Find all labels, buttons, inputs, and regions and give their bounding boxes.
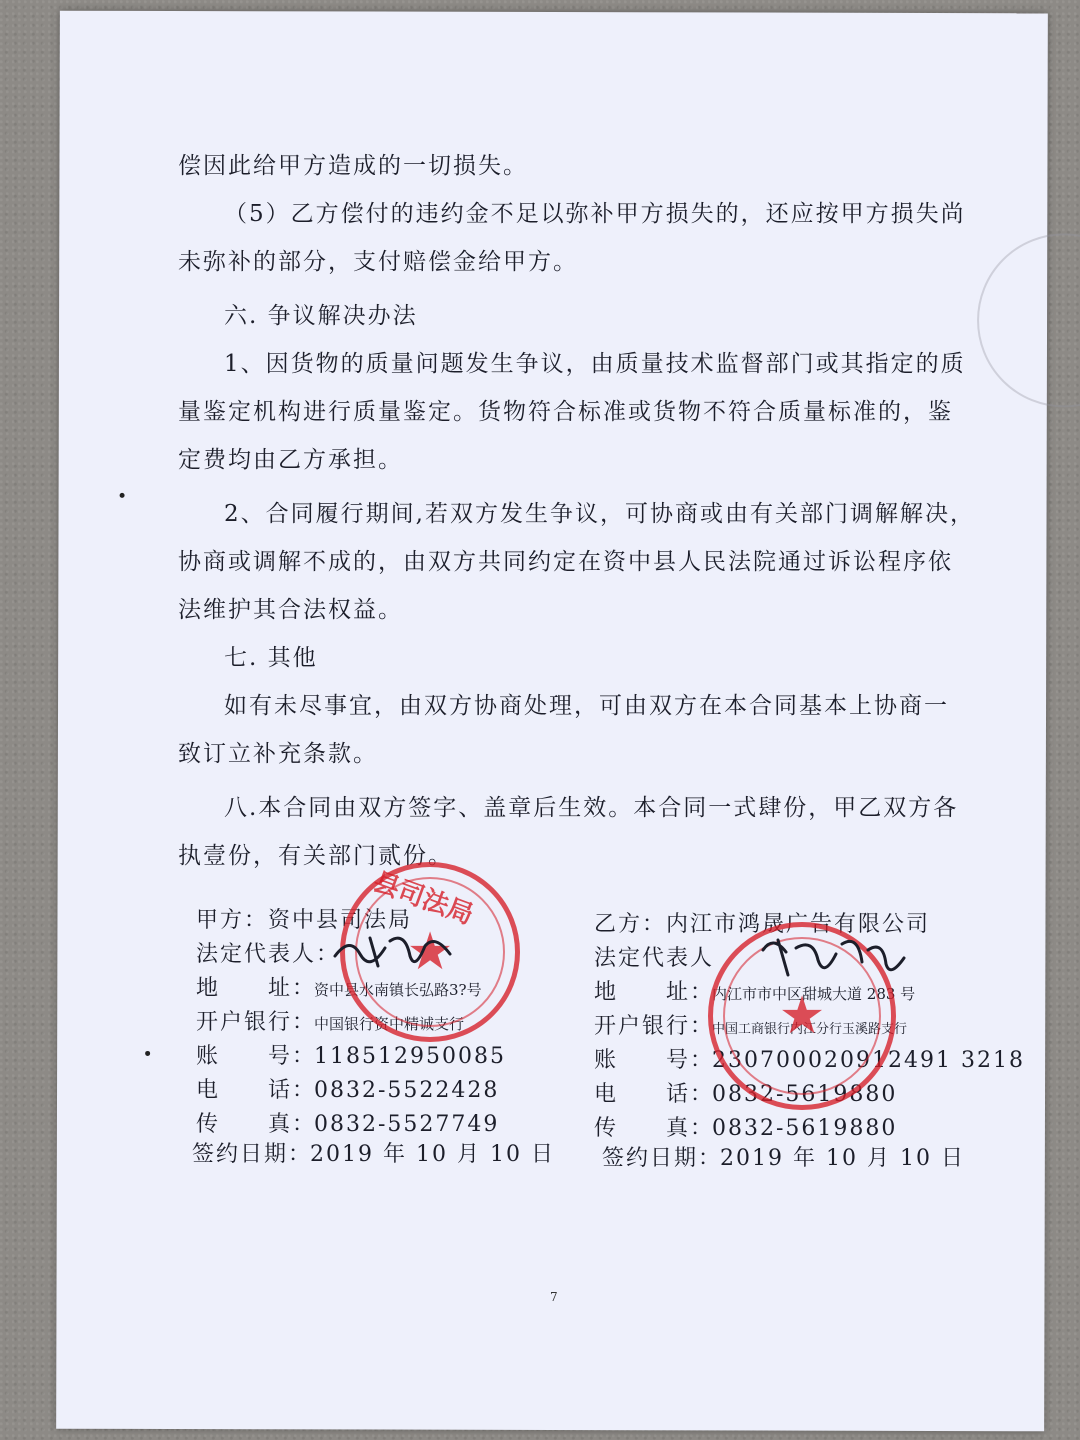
- party-b-signature: [758, 930, 908, 985]
- contract-body: [178, 142, 975, 880]
- party-b-account: 230700020912491 3218: [712, 1048, 1025, 1073]
- party-a-seal-lettering: 县司法局: [369, 866, 478, 931]
- clause-line: 偿因此给甲方造成的一切损失。: [178, 153, 528, 179]
- clause-line: 八.本合同由双方签字、盖章后生效。本合同一式肆份，甲乙双方各: [224, 795, 959, 821]
- party-b-fax: 0832-5619880: [712, 1116, 898, 1141]
- party-a-date-row: [192, 1138, 555, 1172]
- party-a-name: 资中县司法局: [268, 908, 413, 933]
- address-label: 地 址：: [196, 976, 317, 1001]
- fax-label: 传 真：: [594, 1116, 715, 1141]
- party-a-signature: [330, 922, 460, 982]
- party-b-tel: 0832-5619880: [712, 1082, 898, 1107]
- fax-label: 传 真：: [196, 1112, 317, 1137]
- party-a-account: 118512950085: [314, 1044, 506, 1069]
- clause-line: 1、因货物的质量问题发生争议，由质量技术监督部门或其指定的质: [224, 351, 966, 377]
- clause-line: 如有未尽事宜，由双方协商处理，可由双方在本合同基本上协商一: [224, 693, 949, 719]
- clause-line: 法维护其合法权益。: [178, 597, 403, 623]
- party-a-account-row: [196, 1040, 506, 1074]
- clause-line: 执壹份，有关部门贰份。: [178, 843, 453, 869]
- paper-speck: [120, 493, 125, 498]
- account-label: 账 号：: [594, 1048, 715, 1073]
- bank-label: 开户银行：: [196, 1010, 317, 1035]
- party-a-bank: 中国银行资中精诚支行: [314, 1015, 465, 1033]
- background-stamp-mark: [977, 233, 1080, 407]
- party-b-label: 乙方：: [594, 912, 667, 937]
- account-label: 账 号：: [196, 1044, 317, 1069]
- party-b-fax-row: [594, 1112, 897, 1146]
- party-b-address: 内江市市中区甜城大道 283 号: [712, 985, 916, 1003]
- seal-star-icon: ★: [778, 986, 826, 1046]
- section-heading: 六. 争议解决办法: [224, 303, 418, 329]
- clause-line: 未弥补的部分，支付赔偿金给甲方。: [178, 249, 578, 275]
- party-a-rep-label: 法定代表人：: [196, 942, 341, 967]
- party-b-date-row: [602, 1142, 965, 1176]
- tel-label: 电 话：: [196, 1078, 317, 1103]
- party-a-rep-row: [196, 938, 340, 972]
- clause-line: 定费均由乙方承担。: [178, 447, 403, 473]
- paper-speck: [145, 1051, 150, 1056]
- date-label: 签约日期：: [192, 1142, 313, 1167]
- party-a-tel: 0832-5522428: [314, 1078, 500, 1103]
- clause-line: 量鉴定机构进行质量鉴定。货物符合标准或货物不符合质量标准的，鉴: [178, 399, 953, 425]
- party-b-name: 内江市鸿晟广告有限公司: [666, 912, 931, 937]
- clause-line: 协商或调解不成的，由双方共同约定在资中县人民法院通过诉讼程序依: [178, 549, 953, 575]
- section-heading: 七. 其他: [224, 645, 318, 671]
- party-a-label: 甲方：: [196, 908, 269, 933]
- clause-line: 致订立补充条款。: [178, 741, 378, 767]
- party-b-rep-label: 法定代表人: [594, 946, 715, 971]
- clause-line: （5）乙方偿付的违约金不足以弥补甲方损失的，还应按甲方损失尚: [224, 201, 966, 227]
- bank-label: 开户银行：: [594, 1014, 715, 1039]
- party-a-fax: 0832-5527749: [314, 1112, 500, 1137]
- seal-star-icon: ★: [406, 922, 454, 982]
- party-a-fax-row: [196, 1108, 499, 1142]
- date-label: 签约日期：: [602, 1146, 723, 1171]
- clause-line: 2、合同履行期间,若双方发生争议，可协商或由有关部门调解解决，: [224, 501, 975, 527]
- party-a-address: 资中县水南镇长弘路3?号: [314, 981, 482, 999]
- party-b-date: 2019 年 10 月 10 日: [720, 1146, 965, 1171]
- party-a-tel-row: [196, 1074, 499, 1108]
- party-b-rep-row: [594, 942, 714, 976]
- party-a-date: 2019 年 10 月 10 日: [310, 1142, 555, 1167]
- page-number: 7: [550, 1290, 558, 1304]
- address-label: 地 址：: [594, 980, 715, 1005]
- party-b-bank: 中国工商银行内江分行玉溪路支行: [712, 1022, 908, 1037]
- tel-label: 电 话：: [594, 1082, 715, 1107]
